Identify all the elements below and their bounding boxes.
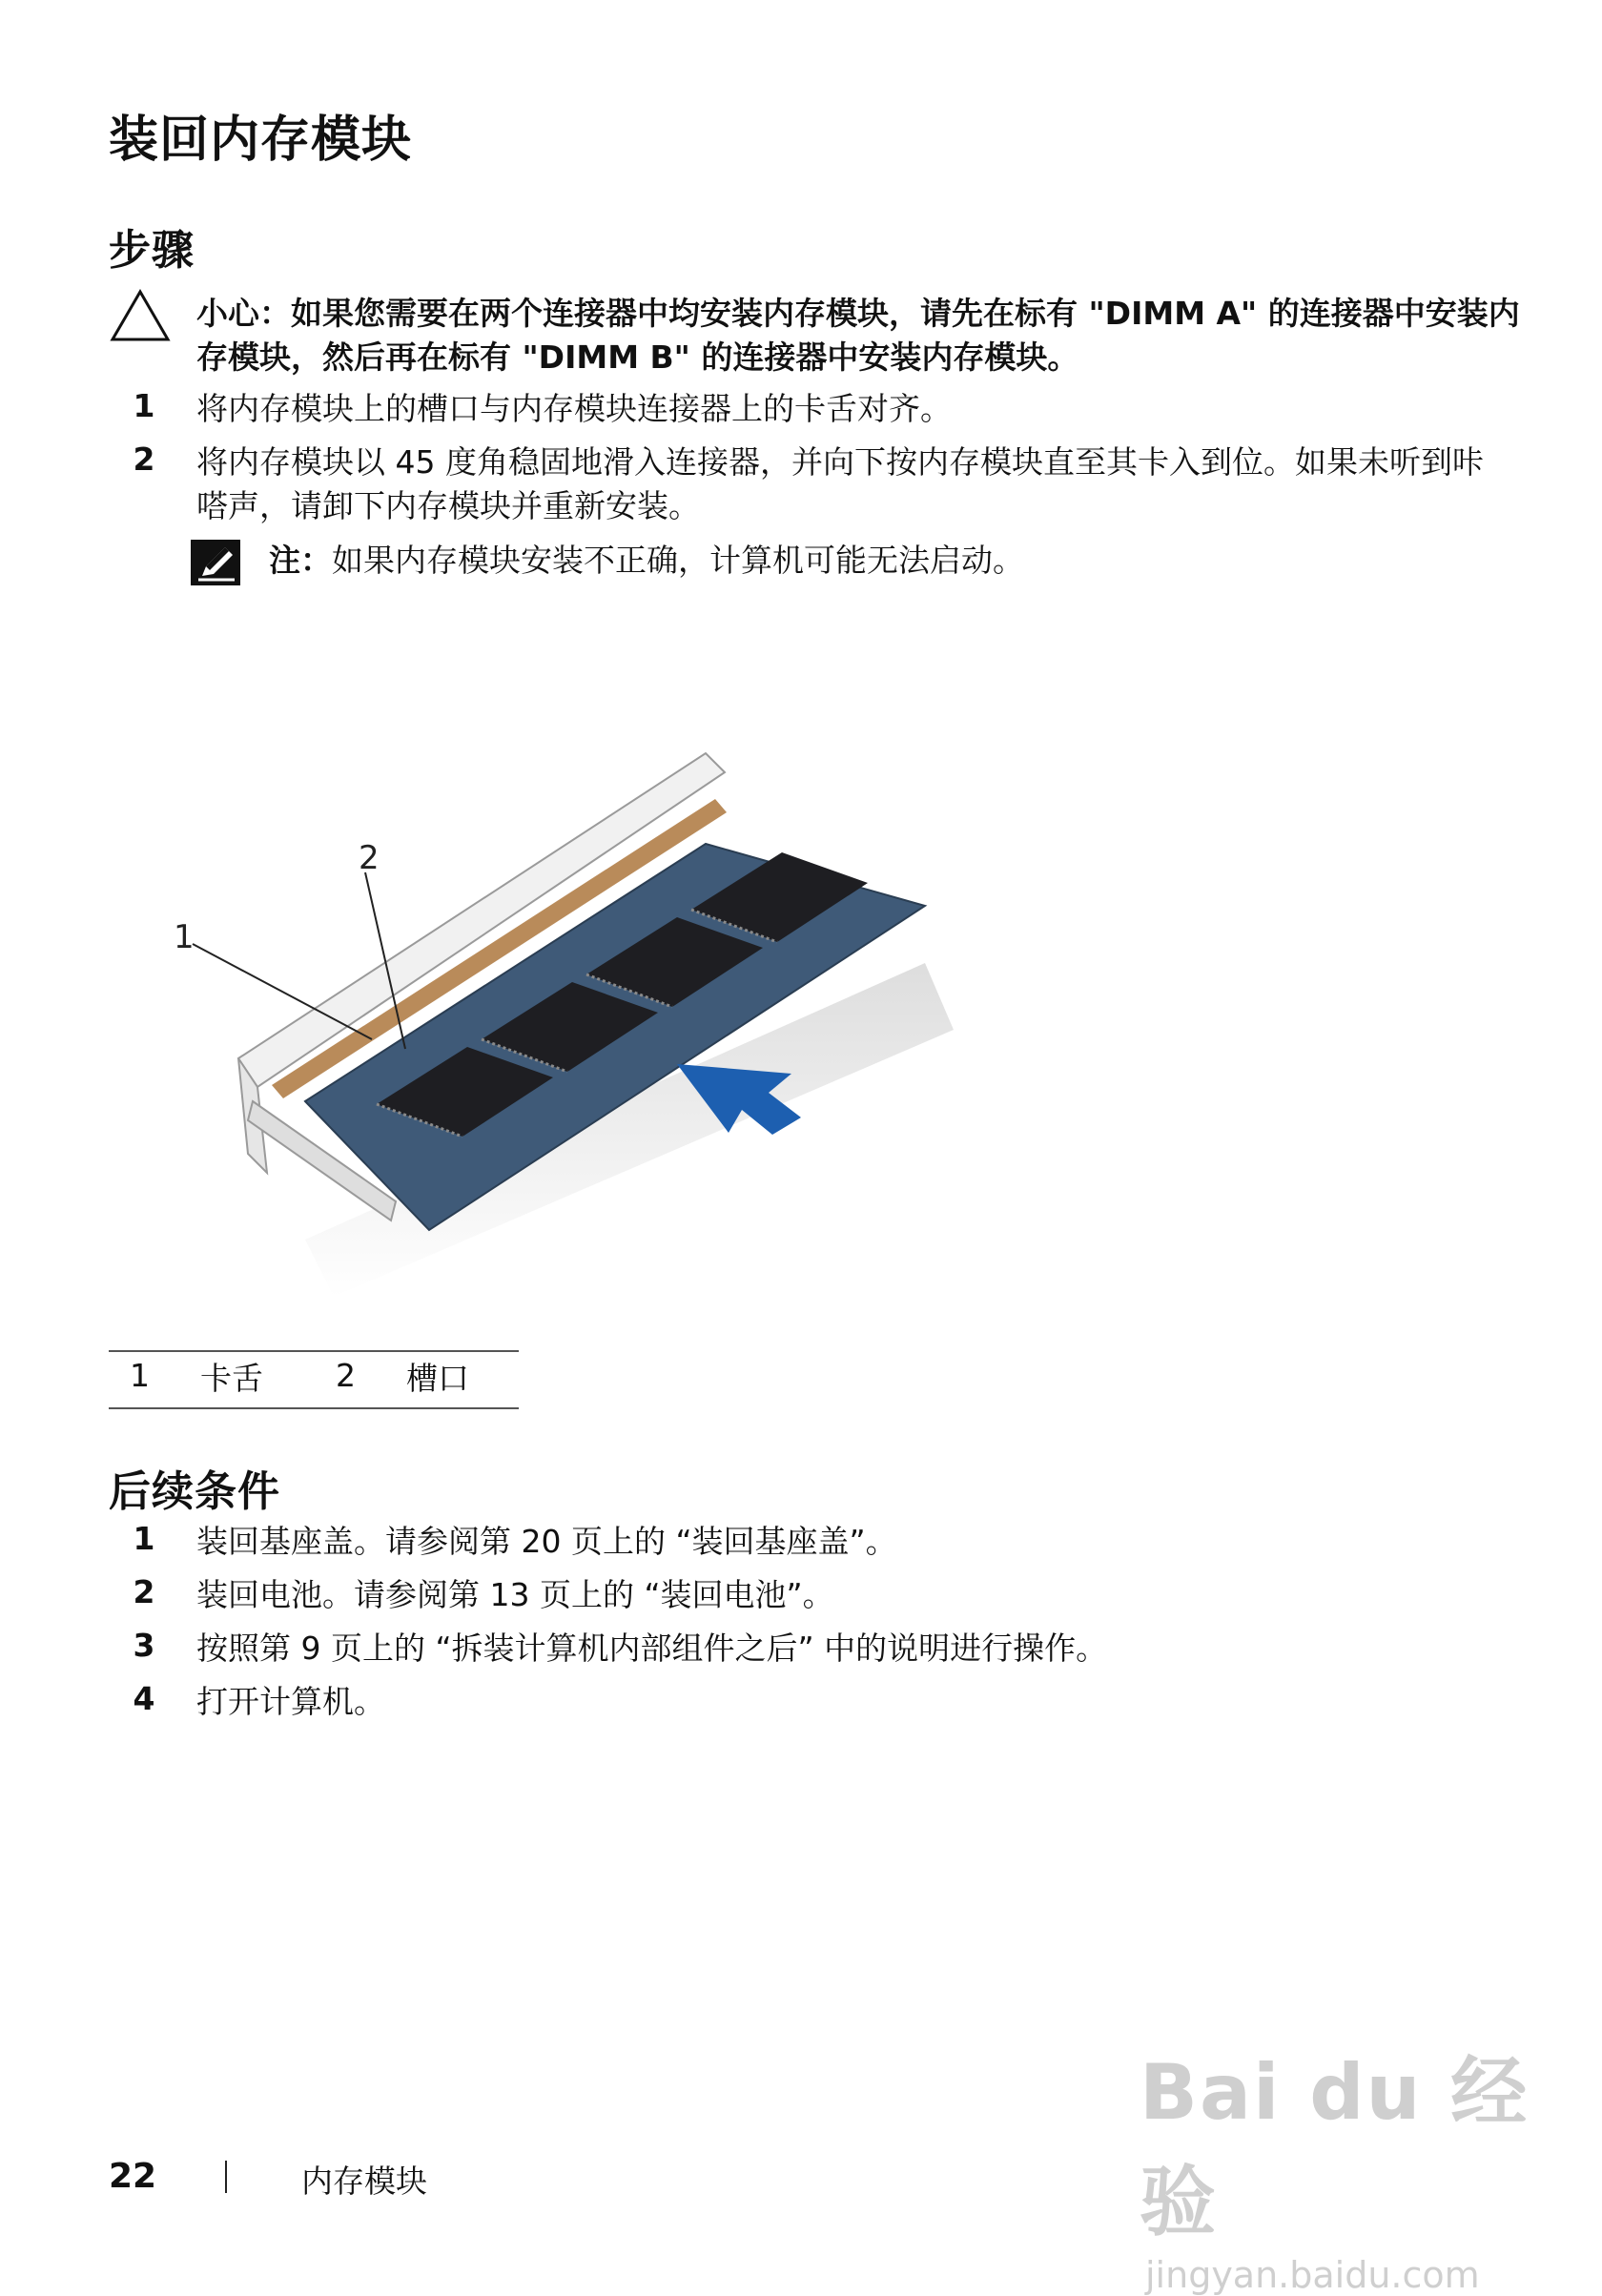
page-title: 装回内存模块: [109, 112, 413, 169]
watermark-main: Bai du 经验: [1140, 2048, 1530, 2246]
step-text: 将内存模块上的槽口与内存模块连接器上的卡舌对齐。: [196, 390, 952, 427]
legend-bottom-rule: [109, 1407, 519, 1409]
footer-section: 内存模块: [301, 2163, 427, 2200]
note-text: 如果内存模块安装不正确，计算机可能无法启动。: [332, 542, 1024, 579]
watermark-url: jingyan.baidu.com: [1145, 2254, 1480, 2296]
legend-num: 1: [130, 1357, 150, 1394]
step-text: 打开计算机。: [196, 1683, 385, 1720]
step-number: 1: [133, 387, 155, 424]
caution-text: 小心：如果您需要在两个连接器中均安装内存模块，请先在标有 "DIMM A" 的连接器中安装内存模块，然后再在标有 "DIMM B" 的连接器中安装内存模块。: [196, 295, 1520, 376]
legend-num: 2: [336, 1357, 356, 1394]
step-text: 装回电池。请参阅第 13 页上的 “装回电池”。: [196, 1576, 834, 1613]
step-number: 3: [133, 1627, 155, 1664]
note: [269, 539, 1024, 583]
legend-label: 槽口: [406, 1360, 469, 1397]
note-pencil-icon: [191, 540, 240, 589]
step-text: 按照第 9 页上的 “拆装计算机内部组件之后” 中的说明进行操作。: [196, 1630, 1108, 1667]
caution-icon: [109, 288, 172, 347]
memory-module-illustration: [143, 725, 1001, 1301]
callout-2: 2: [359, 839, 380, 877]
callout-1: 1: [174, 918, 195, 956]
postrequisites-heading: 后续条件: [109, 1467, 280, 1516]
baidu-watermark: [1140, 2031, 1602, 2296]
page-number: 22: [109, 2157, 157, 2196]
note-label: 注：: [269, 542, 332, 579]
legend-top-rule: [109, 1350, 519, 1352]
step-number: 2: [133, 1573, 155, 1610]
legend-label: 卡舌: [200, 1360, 263, 1397]
footer-divider: [225, 2161, 227, 2193]
step-number: 2: [133, 441, 155, 478]
step-number: 1: [133, 1520, 155, 1557]
step-number: 4: [133, 1680, 155, 1717]
procedure-heading: 步骤: [109, 226, 195, 275]
step-text: 装回基座盖。请参阅第 20 页上的 “装回基座盖”。: [196, 1523, 897, 1560]
step-text: 将内存模块以 45 度角稳固地滑入连接器，并向下按内存模块直至其卡入到位。如果未听到咔嗒声，请卸下内存模块并重新安装。: [196, 443, 1484, 524]
